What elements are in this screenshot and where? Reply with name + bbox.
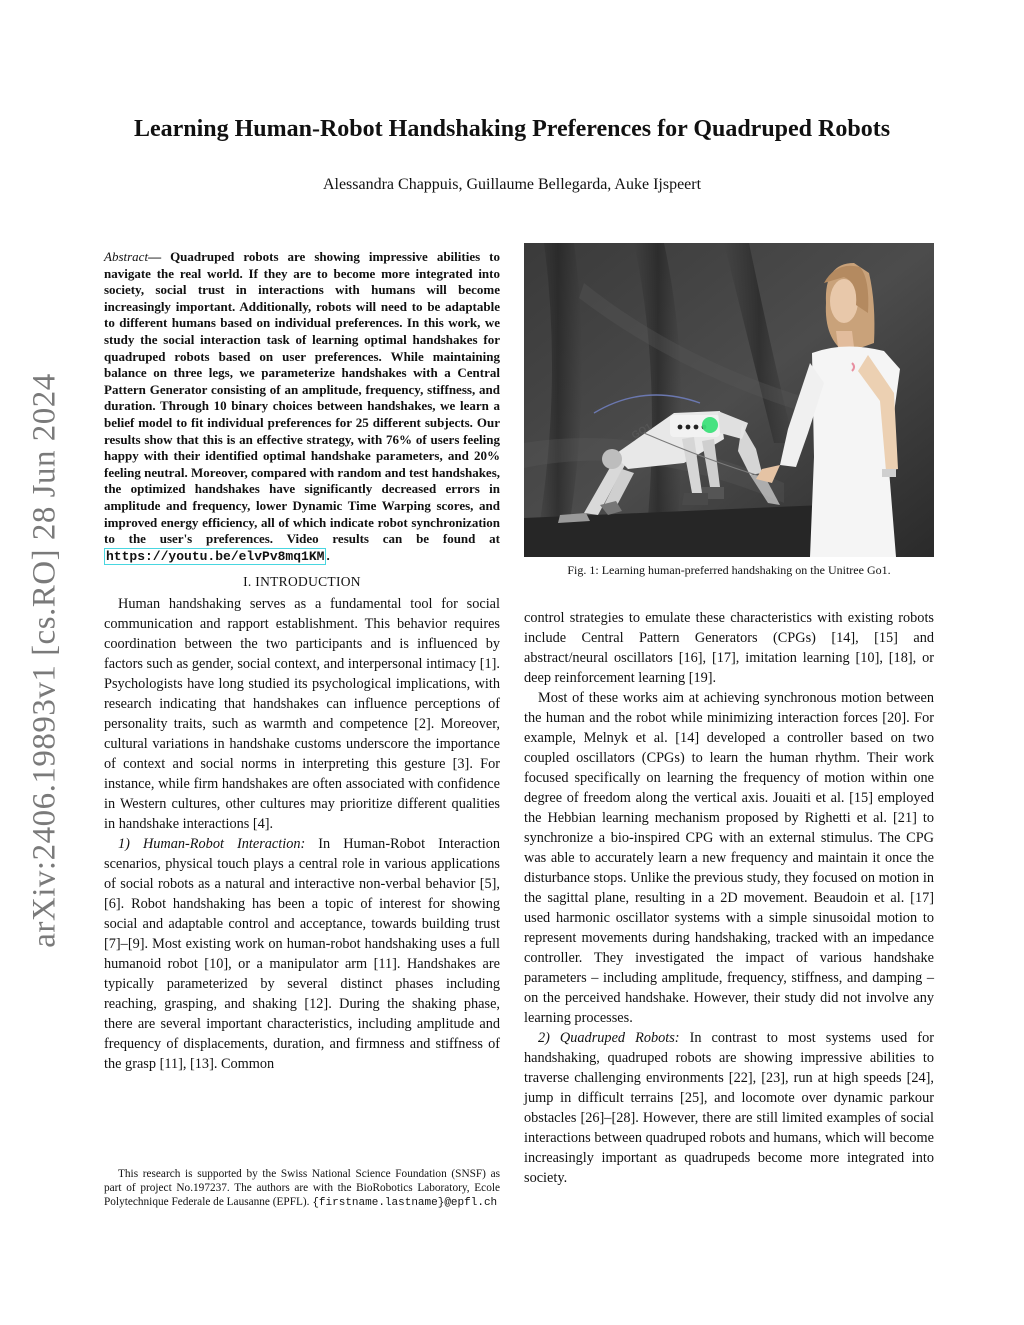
robot-status-light xyxy=(702,417,718,433)
left-column xyxy=(104,249,500,1074)
right-column xyxy=(524,608,934,1188)
figure-1-caption: Fig. 1: Learning human-preferred handshaking on the Unitree Go1. xyxy=(567,563,891,577)
abstract-text: — Quadruped robots are showing impressive abilities to navigate the real world. If they are to become more integrated into society, social trust in interactions with humans will become increasingly important. Additionally, robots will need to be adaptable to different humans based on individual preferences. In this work, we study the social interaction task of learning optimal handshakes for quadruped robots based on user preferences. While maintaining balance on three legs, we parameterize handshakes with a Central Pattern Generator consisting of an amplitude, frequency, stiffness, and duration. Through 10 binary choices between handshakes, we learn a belief model to fit individual preferences for 25 different subjects. Our results show that this is an effective strategy, with 76% of users feeling happy with their identified optimal handshake parameters, and 20% feeling neutral. Moreover, compared with random and test handshakes, the optimized handshakes have significantly decreased errors in amplitude and frequency, lower Dynamic Time Warping scores, and improved energy efficiency, all of which indicate robot synchronization to the user's preferences. Video results can be found at xyxy=(104,249,500,547)
subsection-quadruped-text: In contrast to most systems used for handshaking, quadruped robots are showing impressive abilities to traverse challenging environments [22], [23], run at high speeds [24], jump in difficult terrains [25], and locomote over dynamic parkour obstacles [26]–[28]. However, there are still limited examples of social interactions between quadruped robots and humans, which will become increasingly important as quadrupeds become more integrated into society. xyxy=(524,1030,934,1186)
footnote-text: This research is supported by the Swiss National Science Foundation (SNSF) as part of project No.197237. The authors are with the BioRobotics Laboratory, Ecole Polytechnique Federale de Lausanne (EPFL). xyxy=(104,1168,500,1208)
subsection-hri-heading: 1) Human-Robot Interaction: xyxy=(118,836,306,853)
right-paragraph-1: control strategies to emulate these characteristics with existing robots include Central Pattern Generators (CPGs) [14], [15] and abstract/neural oscillators [16], [17], imitation learning [10], [18], or deep reinforcement learning [19]. xyxy=(524,610,934,686)
handshake-photo-illustration xyxy=(524,243,934,557)
arxiv-stamp xyxy=(20,360,70,960)
subsection-quadruped-heading: 2) Quadruped Robots: xyxy=(538,1030,680,1046)
abstract-label: Abstract xyxy=(104,249,149,264)
subsection-hri-paragraph xyxy=(104,834,500,1074)
footnote-email: {firstname.lastname}@epfl.ch xyxy=(312,1197,498,1209)
figure-1-photo xyxy=(524,243,934,557)
abstract xyxy=(104,249,500,565)
section-heading-introduction: I. INTRODUCTION xyxy=(243,574,361,590)
robot-body-marking: GO1 xyxy=(630,421,654,442)
author-list: Alessandra Chappuis, Guillaume Bellegarda, Auke Ijspeert xyxy=(322,176,702,193)
footnote xyxy=(104,1167,500,1210)
subsection-hri-text: In Human-Robot Interaction scenarios, physical touch plays a central role in various applications of social robots as a natural and interactive non-verbal behavior [5], [6]. Robot handshaking has been a topic of interest for showing social and adaptable control and acceptance, towards building trust [7]–[9]. Most existing work on human-robot handshaking uses a full humanoid robot [10], or a manipulator arm [11]. Handshakes are typically parameterized by several distinct phases including reaching, grasping, and shaking [12]. During the shaking phase, there are several important characteristics, including amplitude and frequency of displacements, duration, and firmness and stiffness of the grasp [11], [13]. Common xyxy=(104,836,500,1073)
right-paragraph-2: Most of these works aim at achieving synchronous motion between the human and the robot while minimizing interaction forces [20]. For example, Melnyk et al. [14] developed a controller based on two coupled oscillators (CPGs) to learn the human rhythm. Their work focused specifically on learning the frequency of motion within one degree of freedom along the vertical axis. Jouaiti et al. [15] employed the Hebbian learning mechanism proposed by Righetti et al. [21] to synchronize a bio-inspired CPG with an external stimulus. The CPG was able to accurately learn a new frequency and maintain it once the disturbance stops. Unlike the previous study, they focused on motion in the sagittal plane, resulting in a 2D movement. Beaudoin et al. [17] used harmonic oscillator systems with a simple sinusoidal motion to represent movements during handshaking, tracked with an impedance controller. They investigated the impact of various handshake parameters – including amplitude, frequency, stiffness, and damping – on the perceived handshake. However, their study did not involve any learning processes. xyxy=(524,690,934,1026)
subsection-quadruped-paragraph xyxy=(524,1028,934,1188)
video-link[interactable]: https://youtu.be/elvPv8mq1KM xyxy=(106,548,325,564)
intro-paragraph-1: Human handshaking serves as a fundamental tool for social communication and rapport establishment. This behavior requires coordination between the two participants and is influenced by factors such as gender, social context, and interpersonal intimacy [1]. Psychologists have long studied its psychological implications, with research indicating that handshakes can influence perceptions of personality traits, such as warmth and competence [2]. Moreover, cultural variations in handshake customs underscore the importance of context and social norms in interpreting this gesture [3]. For instance, while firm handshakes are often associated with confidence in Western cultures, other cultures may prioritize different qualities in handshake interactions [4]. xyxy=(104,596,500,833)
abstract-end: . xyxy=(326,547,330,563)
paper-title: Learning Human-Robot Handshaking Preferences for Quadruped Robots xyxy=(133,116,891,142)
arxiv-identifier: arXiv:2406.19893v1 [cs.RO] 28 Jun 2024 xyxy=(26,372,63,948)
